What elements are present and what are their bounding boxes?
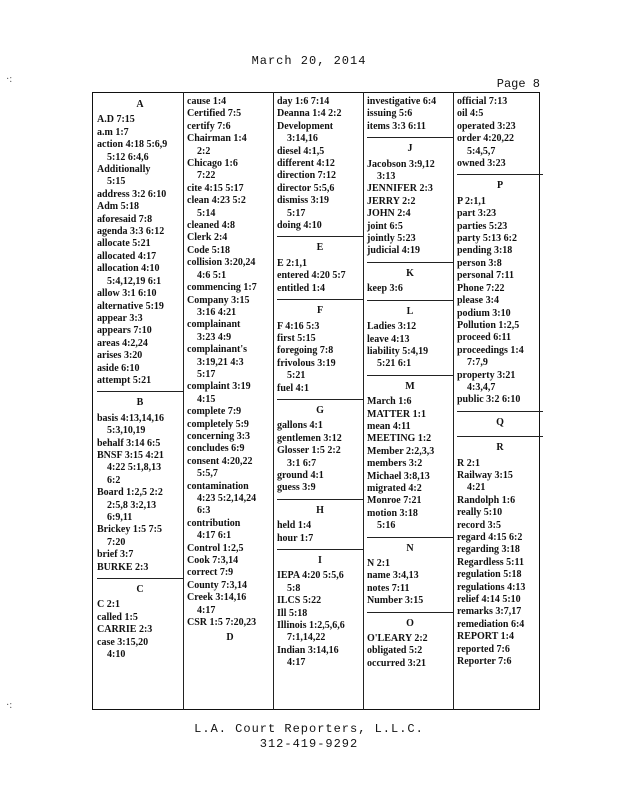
index-column-3	[277, 96, 363, 670]
index-entry: migrated 4:2	[367, 482, 422, 494]
index-entry: dismiss 3:19	[277, 195, 329, 207]
index-entry: issuing 5:6	[367, 108, 413, 120]
index-entry-continuation: 3:23 4:9	[197, 331, 232, 343]
index-entry-continuation: 4:10	[107, 649, 126, 661]
index-entry: correct 7:9	[187, 567, 234, 579]
index-entry: E 2:1,1	[277, 257, 307, 269]
index-entry: investigative 6:4	[367, 96, 437, 107]
letter-heading	[367, 303, 453, 321]
index-entry: N 2:1	[367, 558, 391, 569]
index-entry: concerning 3:3	[187, 430, 251, 442]
index-entry: day 1:6 7:14	[277, 96, 330, 107]
letter-heading	[277, 239, 363, 257]
index-entry: fuel 4:1	[277, 382, 309, 394]
letter-heading-text: I	[318, 555, 322, 566]
index-entry: motion 3:18	[367, 507, 418, 519]
section-divider	[97, 578, 183, 579]
index-entry: REPORT 1:4	[457, 631, 514, 643]
index-entry: liability 5:4,19	[367, 345, 429, 357]
letter-heading-text: J	[407, 143, 413, 155]
index-entry-continuation: 5:21	[287, 370, 306, 382]
index-entry: basis 4:13,14,16	[97, 412, 164, 424]
index-entry: direction 7:12	[277, 170, 336, 182]
section-divider	[367, 375, 453, 376]
index-entry: R 2:1	[457, 457, 481, 469]
index-entry: Brickey 1:5 7:5	[97, 524, 162, 536]
index-entry: areas 4:2,24	[97, 337, 148, 349]
index-entry: jointly 5:23	[367, 233, 416, 245]
index-entry: Indian 3:14,16	[277, 644, 339, 656]
index-entry: certify 7:6	[187, 120, 231, 132]
index-entry: County 7:3,14	[187, 579, 248, 591]
index-entry: concludes 6:9	[187, 443, 245, 455]
index-entry: diesel 4:1,5	[277, 145, 325, 157]
index-entry: IEPA 4:20 5:5,6	[277, 570, 344, 582]
index-entry: Chairman 1:4	[187, 133, 247, 145]
column-divider-4	[453, 92, 454, 710]
section-divider	[277, 499, 363, 500]
letter-heading-text: G	[316, 404, 324, 416]
section-divider	[457, 174, 543, 175]
letter-heading	[277, 502, 363, 520]
index-entry: Michael 3:8,13	[367, 470, 430, 482]
letter-heading	[367, 378, 453, 396]
section-divider	[367, 537, 453, 538]
index-entry: JENNIFER 2:3	[367, 183, 433, 195]
letter-heading-text: R	[496, 442, 504, 454]
court-reporter-name: L.A. Court Reporters, L.L.C.	[194, 722, 424, 736]
index-entry: obligated 5:2	[367, 645, 423, 657]
index-entry: A.D 7:15	[97, 114, 135, 126]
index-entry: agenda 3:3 6:12	[97, 226, 165, 238]
index-entry: Control 1:2,5	[187, 542, 244, 554]
index-entry: leave 4:13	[367, 333, 410, 345]
letter-heading-text: A	[136, 99, 144, 110]
index-entry: Reporter 7:6	[457, 656, 512, 668]
index-entry: Code 5:18	[187, 244, 231, 256]
index-entry: personal 7:11	[457, 270, 514, 282]
index-entry-continuation: 3:14,16	[287, 133, 318, 145]
index-entry-continuation: 7:22	[197, 170, 216, 182]
letter-heading	[277, 402, 363, 420]
index-entry: party 5:13 6:2	[457, 233, 517, 245]
index-entry: different 4:12	[277, 158, 335, 170]
letter-heading	[277, 302, 363, 320]
index-entry: occurred 3:21	[367, 657, 426, 669]
section-divider	[367, 612, 453, 613]
letter-heading-text: C	[136, 584, 144, 596]
index-entry: allow 3:1 6:10	[97, 288, 157, 300]
index-entry: action 4:18 5:6,9	[97, 139, 168, 151]
index-entry-continuation: 3:19,21 4:3	[197, 356, 244, 368]
section-divider	[277, 299, 363, 300]
index-entry: ground 4:1	[277, 469, 324, 481]
index-entry: owned 3:23	[457, 158, 506, 170]
index-entry-continuation: 7:7,9	[467, 357, 488, 369]
index-entry: entitled 1:4	[277, 282, 326, 294]
index-entry: gallons 4:1	[277, 420, 323, 432]
letter-heading	[367, 615, 453, 633]
index-entry: record 3:5	[457, 519, 501, 531]
index-entry-continuation: 2:5,8 3:2,13	[107, 499, 157, 511]
footer	[0, 722, 618, 752]
index-entry: cleaned 4:8	[187, 220, 236, 232]
letter-heading	[97, 394, 183, 412]
index-entry: keep 3:6	[367, 283, 403, 295]
index-entry-continuation: 5:21 6:1	[377, 358, 412, 370]
index-entry: called 1:5	[97, 611, 138, 623]
index-entry: brief 3:7	[97, 549, 134, 561]
index-entry: Chicago 1:6	[187, 158, 238, 170]
document-date: March 20, 2014	[251, 54, 367, 68]
page-number: Page 8	[496, 77, 540, 91]
letter-heading	[187, 629, 273, 647]
index-entry: mean 4:11	[367, 420, 411, 432]
section-divider	[367, 300, 453, 301]
index-entry-continuation: 3:16 4:21	[197, 306, 237, 318]
index-entry-continuation: 5:3,10,19	[107, 425, 146, 437]
section-divider	[457, 411, 543, 412]
index-entry: Number 3:15	[367, 595, 424, 607]
index-entry: Additionally	[97, 164, 151, 176]
letter-heading-text: O	[406, 617, 414, 629]
index-entry: relief 4:14 5:10	[457, 594, 521, 606]
index-entry: behalf 3:14 6:5	[97, 437, 161, 449]
index-entry: address 3:2 6:10	[97, 188, 167, 200]
index-entry: regulations 4:13	[457, 581, 526, 593]
index-entry: Ill 5:18	[277, 607, 308, 619]
index-entry-continuation: 6:3	[197, 505, 211, 517]
index-entry-continuation: 3:1 6:7	[287, 457, 317, 469]
index-entry: MATTER 1:1	[367, 408, 426, 420]
index-entry: Creek 3:14,16	[187, 592, 247, 604]
index-entry: please 3:4	[457, 295, 499, 307]
letter-heading-text: L	[406, 305, 414, 317]
index-entry: official 7:13	[457, 96, 508, 107]
letter-heading-text: P	[496, 180, 504, 192]
index-entry: complete 7:9	[187, 406, 242, 418]
index-entry: C 2:1	[97, 599, 121, 611]
index-entry: oil 4:5	[457, 108, 484, 120]
index-entry: Jacobson 3:9,12	[367, 158, 435, 170]
index-entry: podium 3:10	[457, 307, 511, 319]
index-entry: Member 2:2,3,3	[367, 445, 435, 457]
scan-mark-left-bottom: ·:	[6, 700, 13, 711]
section-divider	[367, 137, 453, 138]
index-entry: allocation 4:10	[97, 263, 160, 275]
column-divider-2	[273, 92, 274, 710]
index-column-2	[187, 96, 273, 648]
index-entry: Randolph 1:6	[457, 494, 516, 506]
index-entry: contribution	[187, 517, 241, 529]
index-entry: contamination	[187, 480, 249, 492]
index-entry: part 3:23	[457, 208, 497, 220]
index-entry: Cook 7:3,14	[187, 555, 239, 567]
index-entry: public 3:2 6:10	[457, 394, 521, 406]
index-entry: alternative 5:19	[97, 300, 164, 312]
index-entry-continuation: 4:17 6:1	[197, 530, 232, 542]
letter-heading	[367, 540, 453, 558]
index-entry: Company 3:15	[187, 294, 250, 306]
index-entry: aside 6:10	[97, 362, 140, 374]
index-entry: allocate 5:21	[97, 238, 151, 250]
index-entry: F 4:16 5:3	[277, 320, 320, 332]
index-entry-continuation: 2:2	[197, 145, 211, 157]
index-entry-continuation: 3:13	[377, 171, 396, 183]
index-entry-continuation: 7:1,14,22	[287, 632, 326, 644]
index-entry: notes 7:11	[367, 582, 410, 594]
index-column-1	[97, 96, 183, 661]
index-entry-continuation: 5:15	[107, 176, 126, 188]
index-entry: regulation 5:18	[457, 569, 522, 581]
index-entry: Railway 3:15	[457, 469, 513, 481]
index-entry: O'LEARY 2:2	[367, 633, 428, 645]
index-entry: P 2:1,1	[457, 195, 486, 207]
letter-heading-text: E	[316, 242, 324, 254]
section-divider	[97, 391, 183, 392]
index-entry: attempt 5:21	[97, 374, 152, 386]
index-entry: Regardless 5:11	[457, 556, 524, 568]
scan-mark-left: ·:	[6, 74, 13, 85]
letter-heading	[97, 96, 183, 114]
index-entry: complaint 3:19	[187, 381, 251, 393]
index-entry-continuation: 5:4,12,19 6:1	[107, 275, 162, 287]
index-entry: ILCS 5:22	[277, 595, 322, 607]
index-entry: cite 4:15 5:17	[187, 182, 244, 194]
index-entry-continuation: 4:3,4,7	[467, 381, 496, 393]
section-divider	[277, 399, 363, 400]
index-entry: proceedings 1:4	[457, 344, 524, 356]
index-entry: Adm 5:18	[97, 201, 139, 213]
index-entry-continuation: 4:15	[197, 393, 216, 405]
index-entry: Clerk 2:4	[187, 232, 228, 244]
index-entry: frivolous 3:19	[277, 357, 336, 369]
index-entry: case 3:15,20	[97, 636, 149, 648]
index-entry: complainant	[187, 319, 241, 331]
index-entry: Board 1:2,5 2:2	[97, 487, 163, 499]
index-entry: completely 5:9	[187, 418, 249, 430]
index-entry-continuation: 5:14	[197, 207, 216, 219]
index-entry: gentlemen 3:12	[277, 432, 342, 444]
letter-heading	[457, 439, 543, 457]
index-entry: name 3:4,13	[367, 570, 419, 582]
section-divider	[277, 236, 363, 237]
index-entry-continuation: 4:17	[197, 604, 216, 616]
index-entry: allocated 4:17	[97, 250, 157, 262]
index-entry: complainant's	[187, 344, 248, 356]
column-divider-1	[183, 92, 184, 710]
letter-heading-text: B	[136, 397, 144, 409]
index-entry: entered 4:20 5:7	[277, 270, 346, 282]
index-entry: regarding 3:18	[457, 544, 520, 556]
index-entry: members 3:2	[367, 458, 423, 470]
index-entry-continuation: 7:20	[107, 536, 126, 548]
index-entry-continuation: 5:17	[197, 368, 216, 380]
index-entry: items 3:3 6:11	[367, 120, 426, 132]
index-entry: Ladies 3:12	[367, 321, 417, 333]
index-entry: JOHN 2:4	[367, 208, 411, 220]
index-entry: Phone 7:22	[457, 282, 505, 294]
letter-heading	[457, 414, 543, 432]
index-entry: hour 1:7	[277, 532, 314, 544]
index-entry-continuation: 5:5,7	[197, 468, 218, 480]
index-entry: Glosser 1:5 2:2	[277, 445, 341, 457]
letter-heading-text: H	[316, 504, 324, 516]
index-entry: first 5:15	[277, 332, 316, 344]
index-entry: Pollution 1:2,5	[457, 319, 520, 331]
letter-heading-text: K	[406, 267, 414, 279]
index-entry-continuation: 5:17	[287, 207, 306, 219]
letter-heading-text: D	[226, 632, 234, 644]
index-entry: held 1:4	[277, 520, 312, 532]
index-entry: appear 3:3	[97, 312, 143, 324]
section-divider	[277, 549, 363, 550]
letter-heading-text: N	[406, 542, 414, 554]
letter-heading-text: Q	[496, 416, 504, 428]
index-entry: remarks 3:7,17	[457, 606, 522, 618]
index-entry-continuation: 6:2	[107, 474, 121, 486]
index-entry: BNSF 3:15 4:21	[97, 449, 164, 461]
index-entry: MEETING 1:2	[367, 433, 432, 445]
index-entry: CARRIE 2:3	[97, 624, 153, 636]
index-entry-continuation: 4:22 5:1,8,13	[107, 462, 162, 474]
index-entry: joint 6:5	[367, 220, 403, 232]
index-entry: CSR 1:5 7:20,23	[187, 617, 257, 629]
letter-heading	[367, 140, 453, 158]
index-entry: cause 1:4	[187, 96, 227, 107]
index-entry: consent 4:20,22	[187, 455, 253, 467]
column-divider-3	[363, 92, 364, 710]
index-entry: really 5:10	[457, 507, 503, 519]
index-entry: order 4:20,22	[457, 133, 515, 145]
index-entry: a.m 1:7	[97, 126, 129, 138]
index-entry: JERRY 2:2	[367, 195, 416, 207]
index-column-4	[367, 96, 453, 670]
index-entry: BURKE 2:3	[97, 561, 149, 573]
index-entry-continuation: 4:21	[467, 482, 486, 494]
index-entry-continuation: 4:23 5:2,14,24	[197, 493, 257, 504]
index-entry: Deanna 1:4 2:2	[277, 108, 342, 120]
index-entry: guess 3:9	[277, 482, 316, 494]
index-entry-continuation: 5:12 6:4,6	[107, 151, 149, 163]
index-entry: remediation 6:4	[457, 618, 525, 630]
index-entry: foregoing 7:8	[277, 345, 334, 357]
index-entry: reported 7:6	[457, 643, 510, 655]
index-entry: judicial 4:19	[367, 245, 421, 257]
letter-heading	[457, 177, 543, 195]
index-entry: person 3:8	[457, 257, 502, 269]
index-entry: arises 3:20	[97, 350, 143, 362]
section-divider	[367, 262, 453, 263]
index-entry: proceed 6:11	[457, 332, 511, 344]
index-entry: director 5:5,6	[277, 182, 335, 194]
index-entry: Illinois 1:2,5,6,6	[277, 620, 345, 632]
index-entry: property 3:21	[457, 369, 516, 381]
index-entry-continuation: 6:9,11	[107, 512, 133, 523]
index-entry: aforesaid 7:8	[97, 213, 153, 225]
index-entry-continuation: 5:4,5,7	[467, 145, 496, 157]
letter-heading	[97, 581, 183, 599]
index-column-5	[457, 96, 543, 668]
letter-heading-text: M	[405, 380, 415, 392]
index-entry: March 1:6	[367, 396, 412, 408]
index-entry-continuation: 5:8	[287, 582, 301, 594]
index-entry-continuation: 5:16	[377, 520, 396, 532]
index-entry: parties 5:23	[457, 220, 508, 232]
index-entry: operated 3:23	[457, 120, 516, 132]
index-entry: commencing 1:7	[187, 282, 257, 294]
index-entry: clean 4:23 5:2	[187, 195, 246, 207]
index-entry: doing 4:10	[277, 220, 322, 232]
index-entry-continuation: 4:6 5:1	[197, 269, 227, 281]
index-entry: regard 4:15 6:2	[457, 532, 523, 543]
court-reporter-phone: 312-419-9292	[259, 737, 359, 751]
index-entry: Monroe 7:21	[367, 495, 422, 507]
index-entry: Certified 7:5	[187, 108, 242, 120]
index-entry: pending 3:18	[457, 245, 513, 257]
section-divider	[457, 436, 543, 437]
index-entry: collision 3:20,24	[187, 257, 256, 269]
letter-heading	[277, 552, 363, 570]
letter-heading-text: F	[316, 305, 324, 317]
letter-heading	[367, 265, 453, 283]
index-entry-continuation: 4:17	[287, 657, 306, 669]
index-entry: Development	[277, 120, 334, 132]
index-entry: appears 7:10	[97, 325, 152, 337]
